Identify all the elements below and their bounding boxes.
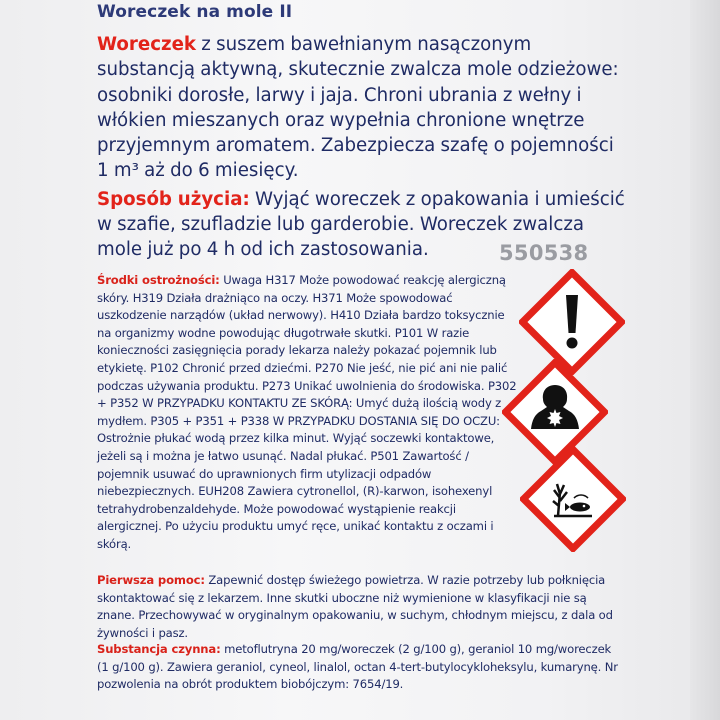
precautions-paragraph (97, 272, 517, 554)
active-substance-paragraph (97, 641, 625, 694)
active-substance-text: metoflutryna 20 mg/woreczek (2 g/100 g), geraniol 10 mg/woreczek (1 g/100 g). Zawiera geraniol, cyneol, linalol, octan 4-tert-butylocykloheksylu, kumarynę. Nr pozwolenia na obrót produktem biobójczym: 7654/19. (97, 642, 618, 692)
first-aid-text: Zapewnić dostęp świeżego powietrza. W razie potrzeby lub połknięcia skontaktować się z lekarzem. Inne skutki uboczne niż wymienione w klasyfikacji nie są znane. Przechowywać w oryginalnym opakowaniu, w suchym, chłodnym miejscu, z dala od żywności i pasz. (97, 573, 613, 640)
package-edge (690, 0, 720, 720)
precautions-label: Środki ostrożności: (97, 273, 220, 287)
first-aid-paragraph (97, 572, 625, 642)
intro-text: z suszem bawełnianym nasączonym substancją aktywną, skutecznie zwalcza mole odzieżowe: osobniki dorosłe, larwy i jaja. Chroni ubrania z wełny i włókien mieszanych oraz wypełnia chronione wnętrze przyjemnym aromatem. Zabezpiecza szafę o pojemności 1 m³ aż do 6 miesięcy. (97, 34, 619, 182)
first-aid-label: Pierwsza pomoc: (97, 573, 205, 587)
environment-hazard-icon (520, 446, 626, 552)
intro-paragraph (97, 32, 627, 263)
active-substance-label: Substancja czynna: (97, 642, 221, 656)
intro-lead-word: Woreczek (97, 34, 197, 55)
product-title: Woreczek na mole II (97, 2, 293, 22)
precautions-text: Uwaga H317 Może powodować reakcję alergiczną skóry. H319 Działa drażniąco na oczy. H371 Może spowodować uszkodzenie narządów (układ nerwowy). H410 Działa bardzo toksycznie na organizmy wodne powodując długotrwałe skutki. P101 W razie konieczności zasięgnięcia porady lekarza należy pokazać pojemnik lub etykietę. P102 Chronić przed dziećmi. P270 Nie jeść, nie pić ani nie palić podczas używania produktu. P273 Unikać uwolnienia do środowiska. P302 + P352 W PRZYPADKU KONTAKTU ZE SKÓRĄ: Umyć dużą ilością wody z mydłem. P305 + P351 + P338 W PRZYPADKU DOSTANIA SIĘ DO OCZU: Ostrożnie płukać wodą przez kilka minut. Wyjąć soczewki kontaktowe, jeżeli są i można je łatwo usunąć. Nadal płukać. P501 Zawartość / pojemnik usuwać do uprawnionych firm utylizacji odpadów niebezpiecznych. EUH208 Zawiera cytronellol, (R)-karwon, isohexenyl tetrahydrobenzaldehyde. Może powodować wystąpienie reakcji alergicznej. Po użyciu produktu umyć ręce, unikać kontaktu z oczami i skórą. (97, 273, 517, 551)
product-code: 550538 (499, 241, 589, 265)
usage-text: Wyjąć woreczek z opakowania i umieścić w szafie, szufladzie lub garderobie. Woreczek zwalcza mole już po 4 h od ich zastosowania. (97, 188, 625, 261)
usage-label: Sposób użycia: (97, 188, 250, 210)
